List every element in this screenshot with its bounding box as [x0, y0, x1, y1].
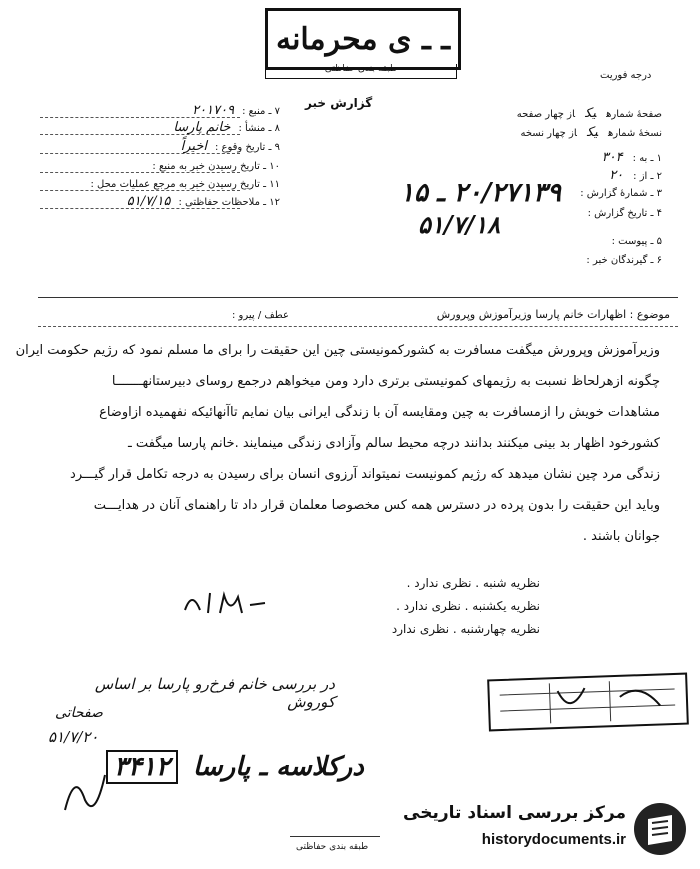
archive-line: [100, 752, 364, 782]
body-line: وزیرآموزش وپرورش میگفت مسافرت به کشورکمونیستی چین این حقیقت را برای ما مسلم نمود که رژیم حکومت ایران: [15, 343, 660, 358]
field-value: ۳۰۴: [601, 150, 623, 165]
subject-text: اظهارات خانم پارسا وزیرآموزش وپرورش: [436, 308, 627, 321]
report-title: گزارش خبر: [305, 96, 373, 110]
classification-label: طبقه بندی حفاظتی: [265, 64, 457, 79]
left-field-row: [40, 103, 280, 118]
handwritten-note-line1: در بررسی خانم فرخ‌رو پارسا بر اساس کوروش: [94, 675, 335, 711]
field-suffix: از چهار نسخه: [520, 128, 577, 139]
body-line: وباید این حقیقت را بدون پرده در دسترس همه کس مخصوصا معلمان قرار داد تا راهنمای آنان در هدایـــت: [93, 498, 660, 513]
right-field-row: [520, 125, 662, 140]
field-label: ۱۱ ـ تاریخ رسیدن خبر به مرجع عملیات محل :: [90, 179, 280, 190]
field-value: یک: [586, 125, 598, 140]
body-line: زندگی مرد چین نشان میدهد که رژیم کمونیست نمیتواند آرزوی انسان برای رسیدن به درجه تکامل قرار گیـــرد: [70, 467, 660, 482]
field-underline: [40, 190, 240, 191]
scribble-mark: [55, 760, 115, 820]
left-field-row: [40, 176, 280, 191]
archive-text: درکلاسه ـ پارسا: [192, 752, 364, 782]
field-value: ۵۱/۷/۱۵: [126, 194, 171, 209]
body-line: جوانان باشند .: [582, 529, 660, 544]
signature-mark: [180, 585, 270, 620]
archive-logo-icon: [632, 801, 688, 857]
classification-stamp: ـ ـ ی محرمانه: [265, 8, 461, 70]
field-label: ۱۲ ـ ملاحظات حفاظتی :: [178, 197, 280, 208]
field-label: ۸ ـ منشأ :: [238, 123, 280, 134]
header-divider: [38, 297, 678, 298]
field-label: ۷ ـ منبع :: [242, 106, 280, 117]
opinion-line: نظریه یکشنبه . نظری ندارد .: [396, 599, 540, 613]
body-line: مشاهدات خویش را ازمسافرت به چین ومقایسه آن با زندگی ایرانی بیان نمایم تاآنهائیکه نفهمیده ازاوضاع: [99, 405, 660, 420]
right-field-row: [592, 150, 662, 165]
watermark-url: historydocuments.ir: [481, 831, 626, 848]
field-value: اخیراً: [180, 139, 207, 154]
archive-number: ۳۴۱۲: [106, 750, 178, 784]
right-field-row: [517, 106, 662, 121]
bottom-classification: طبقه بندی حفاظتی: [296, 842, 369, 852]
field-label: ۹ ـ تاریخ وقوع :: [214, 142, 280, 153]
right-field-row: [566, 252, 662, 267]
field-label: صفحهٔ شماره: [606, 109, 662, 120]
right-field-row: [580, 188, 662, 199]
field-underline: [40, 172, 240, 173]
priority-label: درجه فوریت: [600, 70, 652, 81]
right-field-row: [588, 208, 662, 219]
field-label: ۱ ـ به :: [632, 153, 662, 164]
watermark-org-name: مرکز بررسی اسناد تاریخی: [403, 803, 626, 823]
handwritten-note-date: ۵۱/۷/۲۰: [48, 728, 99, 746]
watermark-logo: [402, 797, 692, 861]
left-field-row: [40, 194, 280, 209]
left-field-row: [40, 158, 280, 173]
report-date-handwritten: ۵۱/۷/۱۸: [418, 210, 500, 239]
field-underline: [40, 117, 240, 118]
body-line: چگونه ازهرلحاظ نسبت به رژیمهای کمونیستی برتری دارد ومن میخواهم درجمع روسای دبیرستانهـــــــا: [111, 374, 660, 389]
field-underline: [40, 208, 240, 209]
handwritten-note-line2: صفحاتی: [55, 705, 103, 721]
body-line: کشورخود اظهار بد بینی میکنند بدانند درچه محیط سالم وآزادی زندگی مینمایند .خانم پارسا میگفت ـ: [127, 436, 660, 451]
field-suffix: از چهار صفحه: [516, 109, 576, 120]
report-body: [15, 340, 660, 548]
left-field-row: [40, 139, 280, 154]
field-value: خانم پارسا: [173, 120, 231, 135]
field-value: یک: [585, 106, 597, 121]
field-value: ۲۰: [609, 168, 624, 183]
report-number-handwritten: ۲۰/۲۷۱۳۹ ـ ۱۵: [400, 178, 561, 208]
footer-rule: [290, 836, 380, 837]
subject-divider: [38, 326, 678, 327]
field-label: ۴ ـ تاریخ گزارش :: [587, 208, 662, 219]
field-underline: [40, 134, 240, 135]
left-field-row: [40, 120, 280, 135]
field-label: نسخهٔ شماره: [607, 128, 662, 139]
right-field-row: [592, 233, 662, 248]
field-value: ۲۰۱۷۰۹: [192, 103, 235, 118]
field-label: ۵ ـ پیوست :: [611, 236, 662, 247]
field-label: ۶ ـ گیرندگان خبر :: [586, 255, 662, 266]
subject-label: موضوع :: [629, 308, 670, 321]
receipt-stamp: [487, 673, 689, 732]
related-label: عطف / پیرو :: [232, 310, 289, 321]
field-underline: [40, 153, 240, 154]
opinion-line: نظریه شنبه . نظری ندارد .: [406, 576, 540, 590]
field-label: ۲ ـ از :: [633, 171, 662, 182]
opinions-list: [392, 572, 540, 641]
field-label: ۳ ـ شمارهٔ گزارش :: [580, 188, 662, 199]
right-field-row: [599, 168, 662, 183]
subject-line: [437, 308, 670, 321]
opinion-line: نظریه چهارشنبه . نظری ندارد: [391, 622, 540, 636]
field-label: ۱۰ ـ تاریخ رسیدن خبر به منبع :: [152, 161, 280, 172]
